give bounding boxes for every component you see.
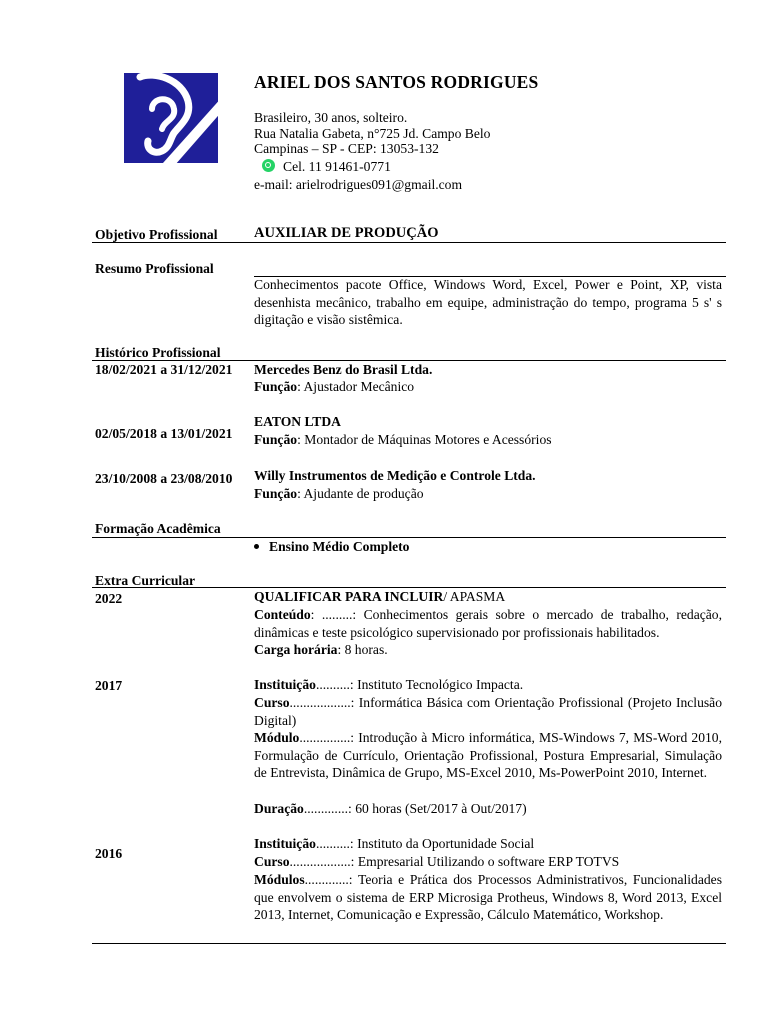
- divider: [92, 943, 726, 944]
- extra-instituicao: [254, 835, 722, 853]
- extra-curso: [254, 853, 722, 871]
- curso-text: ..................: Empresarial Utilizando o software ERP TOTVS: [289, 854, 620, 869]
- modulos-label: Módulos: [254, 872, 305, 887]
- job-company: Mercedes Benz do Brasil Ltda.: [254, 362, 433, 377]
- carga-text: : 8 horas.: [337, 642, 388, 657]
- extra-year: 2016: [95, 846, 123, 861]
- job-role-text: : Ajudante de produção: [297, 486, 424, 501]
- curso-label: Curso: [254, 854, 290, 869]
- extra-modulos: [254, 871, 722, 924]
- phone-text: Cel. 11 91461-0771: [283, 159, 391, 174]
- funcao-label: Função: [254, 379, 298, 394]
- whatsapp-icon: [262, 159, 275, 172]
- extra-instituicao: [254, 676, 722, 694]
- modulo-label: Módulo: [254, 730, 300, 745]
- conteudo-label: Conteúdo: [254, 607, 311, 622]
- section-title-objetivo: Objetivo Profissional: [95, 227, 218, 242]
- duracao-text: .............: 60 horas (Set/2017 à Out/2017): [303, 801, 527, 816]
- carga-label: Carga horária: [254, 642, 338, 657]
- modulos-text: .............: Teoria e Prática dos Processos Administrativos, Funcionalidades que envolvem o sistema de ERP Microsiga Protheus, Windows 8, Word 2013, Excel 2013, Internet, Comunicação e Expressão, Cálculo Matemático, Workshop.: [254, 872, 722, 922]
- job-role: [254, 431, 552, 449]
- formacao-text: Ensino Médio Completo: [269, 539, 410, 554]
- job-role-text: : Montador de Máquinas Motores e Acessórios: [297, 432, 552, 447]
- extra-curso: [254, 694, 722, 729]
- personal-info: Brasileiro, 30 anos, solteiro.: [254, 110, 408, 125]
- divider: [92, 242, 726, 243]
- extra-year: 2017: [95, 678, 123, 693]
- modulo-text: ...............: Introdução à Micro informática, MS-Windows 7, MS-Word 2010, Formulação de Currículo, Orientação Profissional, Postura Empresarial, Simulação de Entrevista, Dinâmica de Grupo, MS-Excel 2010, Ms-PowerPoint 2010, Internet.: [254, 730, 722, 780]
- email-line: e-mail: arielrodrigues091@gmail.com: [254, 177, 463, 192]
- curso-label: Curso: [254, 695, 290, 710]
- course-title-bold: QUALIFICAR PARA INCLUIR: [254, 589, 444, 604]
- job-period: 02/05/2018 a 13/01/2021: [95, 426, 233, 441]
- formacao-item: [254, 538, 409, 556]
- section-title-formacao: Formação Acadêmica: [95, 521, 221, 536]
- job-period: 23/10/2008 a 23/08/2010: [95, 471, 233, 486]
- logo: [124, 73, 218, 163]
- job-company: EATON LTDA: [254, 414, 342, 429]
- extra-duracao: [254, 800, 527, 818]
- job-period: 18/02/2021 a 31/12/2021: [95, 362, 233, 377]
- job-company: Willy Instrumentos de Medição e Controle Ltda.: [254, 468, 536, 483]
- phone-line: [262, 158, 391, 176]
- job-role: [254, 378, 414, 396]
- extra-year: 2022: [95, 591, 123, 606]
- city-line: Campinas – SP - CEP: 13053-132: [254, 141, 439, 156]
- instituicao-text: ..........: Instituto Tecnológico Impacta.: [315, 677, 524, 692]
- extra-course-title: [254, 588, 505, 606]
- candidate-name: ARIEL DOS SANTOS RODRIGUES: [254, 72, 539, 92]
- section-title-extra: Extra Curricular: [95, 573, 196, 588]
- curso-text: ..................: Informática Básica com Orientação Profissional (Projeto Inclusão Digital): [254, 695, 722, 728]
- extra-modulo: [254, 729, 722, 782]
- instituicao-label: Instituição: [254, 836, 316, 851]
- funcao-label: Função: [254, 432, 298, 447]
- hearing-ear-icon: [124, 73, 218, 163]
- course-title-rest: / APASMA: [443, 589, 506, 604]
- job-role: [254, 485, 424, 503]
- objetivo-value: AUXILIAR DE PRODUÇÃO: [254, 225, 439, 241]
- resumo-text: Conhecimentos pacote Office, Windows Word, Excel, Power e Point, XP, vista desenhista mecânico, trabalho em equipe, administração do tempo, programa 5 s' s digitação e visão sistêmica.: [254, 277, 722, 327]
- instituicao-label: Instituição: [254, 677, 316, 692]
- section-title-resumo: Resumo Profissional: [95, 261, 214, 276]
- section-title-historico: Histórico Profissional: [95, 345, 221, 360]
- instituicao-text: ..........: Instituto da Oportunidade Social: [315, 836, 535, 851]
- address-line: Rua Natalia Gabeta, n°725 Jd. Campo Belo: [254, 126, 491, 141]
- funcao-label: Função: [254, 486, 298, 501]
- bullet-icon: [254, 544, 259, 549]
- duracao-label: Duração: [254, 801, 304, 816]
- conteudo-text: : .........: Conhecimentos gerais sobre o mercado de trabalho, redação, dinâmicas e teste psicológico supervisionado por profissionais habilitados.: [254, 607, 722, 640]
- extra-carga: [254, 641, 388, 659]
- job-role-text: : Ajustador Mecânico: [297, 379, 415, 394]
- extra-conteudo: [254, 606, 722, 641]
